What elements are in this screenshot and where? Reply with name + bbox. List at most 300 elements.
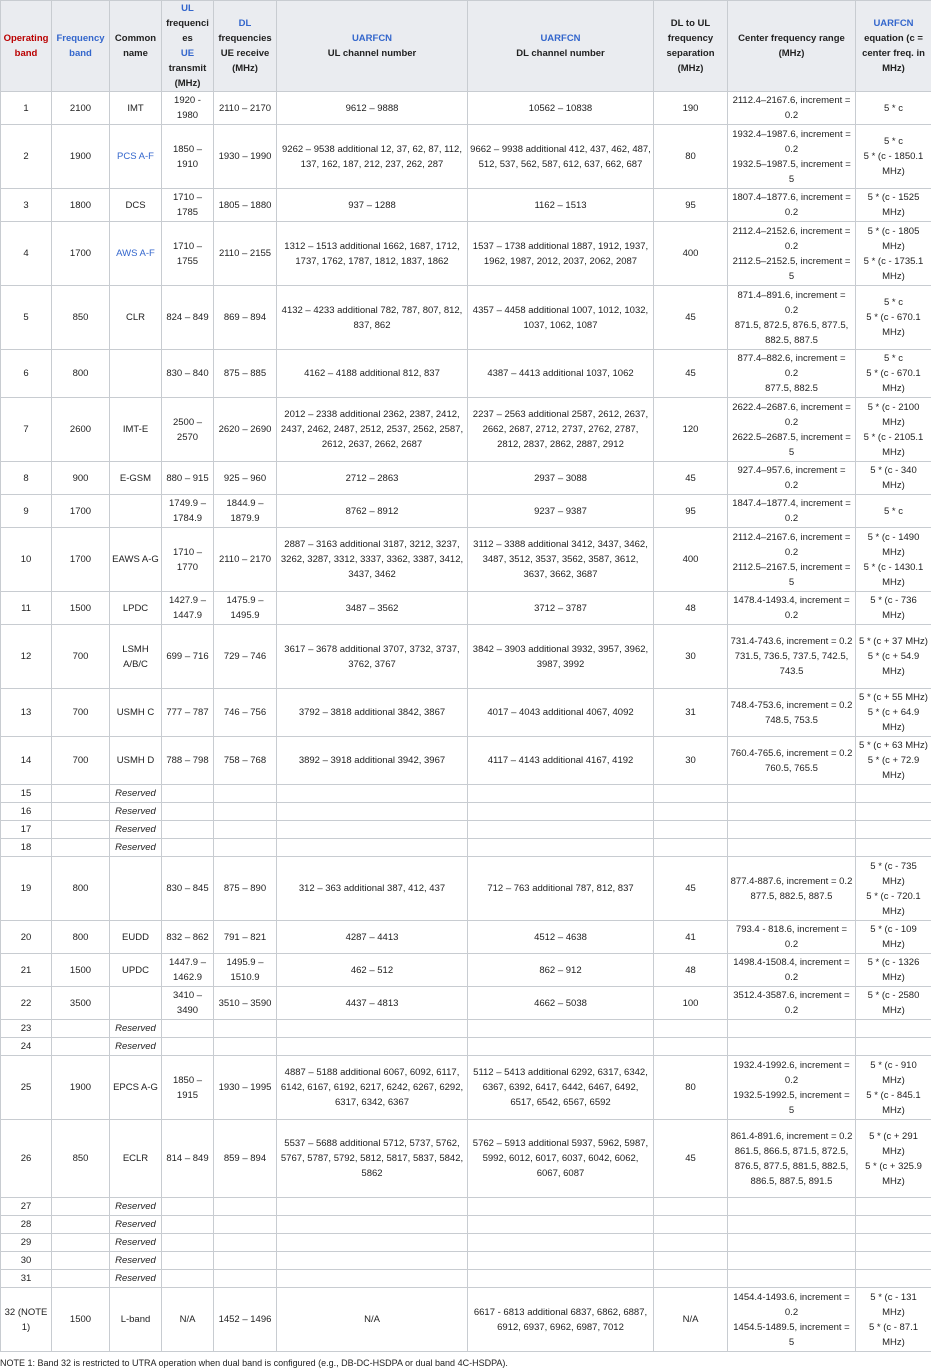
center-range-cell-line: 1454.5-1489.5, increment = 5 [733, 1322, 849, 1348]
table-row [1, 189, 931, 222]
ul-channel-cell: 937 – 1288 [277, 189, 468, 222]
uarfcn-link[interactable]: UARFCN [352, 33, 392, 44]
equation-cell [856, 92, 931, 125]
equation-cell [856, 737, 931, 785]
separation-cell: 48 [654, 954, 728, 987]
equation-cell [856, 1056, 931, 1120]
empty-cell [728, 1216, 856, 1234]
empty-cell [654, 821, 728, 839]
ul-channel-cell: 462 – 512 [277, 954, 468, 987]
separation-cell: 48 [654, 592, 728, 625]
empty-cell [277, 803, 468, 821]
equation-cell-line: 5 * (c - 845.1 MHz) [866, 1090, 920, 1116]
header-ul-frequencies: UL frequencies UE transmit (MHz) [162, 1, 214, 92]
dl-frequency-cell: 2620 – 2690 [214, 398, 277, 462]
common-name-cell [110, 495, 162, 528]
center-range-cell [728, 1120, 856, 1198]
equation-cell [856, 125, 931, 189]
ul-frequency-cell: 830 – 845 [162, 857, 214, 921]
equation-cell-line: 5 * (c - 1326 MHz) [868, 957, 920, 983]
empty-cell [277, 1270, 468, 1288]
table-row [1, 1038, 931, 1056]
header-center-range: Center frequency range (MHz) [728, 1, 856, 92]
empty-cell [214, 1234, 277, 1252]
ul-frequency-cell: 3410 – 3490 [162, 987, 214, 1020]
dl-channel-cell: 9237 – 9387 [468, 495, 654, 528]
center-range-cell-line: 1478.4-1493.4, increment = 0.2 [733, 595, 849, 621]
empty-cell [654, 803, 728, 821]
dl-frequency-cell: 1930 – 1995 [214, 1056, 277, 1120]
empty-cell [856, 1234, 931, 1252]
center-range-cell-line: 877.4–882.6, increment = 0.2 [737, 353, 845, 379]
table-row [1, 1216, 931, 1234]
table-row [1, 462, 931, 495]
operating-band-cell: 16 [1, 803, 52, 821]
table-row [1, 1120, 931, 1198]
empty-cell [162, 1198, 214, 1216]
frequency-band-cell: 700 [52, 737, 110, 785]
empty-cell [162, 785, 214, 803]
operating-band-cell: 20 [1, 921, 52, 954]
common-name-cell: USMH C [110, 689, 162, 737]
equation-cell [856, 1288, 931, 1352]
dl-frequency-cell: 1930 – 1990 [214, 125, 277, 189]
ul-channel-cell: 2887 – 3163 additional 3187, 3212, 3237, 3262, 3287, 3312, 3337, 3362, 3387, 3412, 3437, 3462 [277, 528, 468, 592]
common-name-cell: E-GSM [110, 462, 162, 495]
dl-channel-cell: 4117 – 4143 additional 4167, 4192 [468, 737, 654, 785]
ul-channel-cell: 312 – 363 additional 387, 412, 437 [277, 857, 468, 921]
center-range-cell [728, 189, 856, 222]
common-name-cell: EUDD [110, 921, 162, 954]
equation-cell-line: 5 * (c - 2580 MHz) [868, 990, 920, 1016]
operating-band-cell: 27 [1, 1198, 52, 1216]
dl-frequency-cell: 859 – 894 [214, 1120, 277, 1198]
operating-band-cell: 15 [1, 785, 52, 803]
dl-channel-cell: 1537 – 1738 additional 1887, 1912, 1937, 1962, 1987, 2012, 2037, 2062, 2087 [468, 222, 654, 286]
center-range-cell-line: 2112.4–2167.6, increment = 0.2 [733, 95, 851, 121]
common-name-link[interactable]: PCS A-F [117, 151, 154, 162]
separation-cell: 30 [654, 625, 728, 689]
equation-cell-line: 5 * (c - 1805 MHz) [868, 226, 920, 252]
dl-frequency-cell: 758 – 768 [214, 737, 277, 785]
center-range-cell-line: 793.4 - 818.6, increment = 0.2 [736, 924, 847, 950]
common-name-cell: IMT [110, 92, 162, 125]
separation-cell: 30 [654, 737, 728, 785]
separation-cell: 95 [654, 495, 728, 528]
empty-cell [468, 1252, 654, 1270]
empty-cell [162, 1270, 214, 1288]
table-row [1, 286, 931, 350]
common-name-cell: L-band [110, 1288, 162, 1352]
ul-link[interactable]: UL [181, 3, 194, 14]
equation-cell [856, 222, 931, 286]
equation-cell-line: 5 * c [884, 103, 903, 114]
equation-cell-line: 5 * c [884, 506, 903, 517]
operating-band-cell: 18 [1, 839, 52, 857]
operating-band-cell: 13 [1, 689, 52, 737]
dl-channel-cell: 3112 – 3388 additional 3412, 3437, 3462, 3487, 3512, 3537, 3562, 3587, 3612, 3637, 3662, 3687 [468, 528, 654, 592]
frequency-band-cell: 700 [52, 689, 110, 737]
table-row [1, 1056, 931, 1120]
center-range-cell-line: 3512.4-3587.6, increment = 0.2 [733, 990, 849, 1016]
equation-cell-line: 5 * (c - 910 MHz) [870, 1060, 916, 1086]
center-range-cell [728, 350, 856, 398]
frequency-band-cell: 800 [52, 857, 110, 921]
empty-cell [277, 1216, 468, 1234]
dl-channel-cell: 1162 – 1513 [468, 189, 654, 222]
empty-cell [654, 1234, 728, 1252]
separation-cell: 45 [654, 286, 728, 350]
dl-frequency-cell: 869 – 894 [214, 286, 277, 350]
equation-cell-line: 5 * (c - 87.1 MHz) [869, 1322, 918, 1348]
table-row [1, 1234, 931, 1252]
frequency-band-cell: 2600 [52, 398, 110, 462]
ul-frequency-cell: 788 – 798 [162, 737, 214, 785]
ul-channel-cell: 5537 – 5688 additional 5712, 5737, 5762, 5767, 5787, 5792, 5812, 5817, 5837, 5842, 5862 [277, 1120, 468, 1198]
empty-cell [468, 1216, 654, 1234]
center-range-cell-line: 1932.5–1987.5, increment = 5 [732, 159, 851, 185]
ul-frequency-cell: 832 – 862 [162, 921, 214, 954]
dl-channel-cell: 4357 – 4458 additional 1007, 1012, 1032, 1037, 1062, 1087 [468, 286, 654, 350]
equation-cell-line: 5 * (c - 670.1 MHz) [866, 312, 920, 338]
frequency-band-cell: 850 [52, 286, 110, 350]
ul-frequency-cell: 1850 – 1915 [162, 1056, 214, 1120]
frequency-band-cell: 850 [52, 1120, 110, 1198]
equation-cell-line: 5 * c [884, 136, 903, 147]
frequency-band-cell [52, 821, 110, 839]
frequency-band-cell [52, 1020, 110, 1038]
ul-channel-cell: 4437 – 4813 [277, 987, 468, 1020]
operating-band-cell: 4 [1, 222, 52, 286]
reserved-cell: Reserved [110, 1234, 162, 1252]
separation-cell: 80 [654, 125, 728, 189]
empty-cell [728, 1234, 856, 1252]
ul-frequency-cell: 824 – 849 [162, 286, 214, 350]
center-range-cell-line: 1807.4–1877.6, increment = 0.2 [732, 192, 851, 218]
common-name-cell [110, 857, 162, 921]
center-range-cell-line: 2622.4–2687.6, increment = 0.2 [732, 402, 851, 428]
common-name-link[interactable]: AWS A-F [116, 248, 155, 259]
ul-channel-cell: N/A [277, 1288, 468, 1352]
reserved-cell: Reserved [110, 1216, 162, 1234]
frequency-band-cell: 800 [52, 921, 110, 954]
table-row [1, 954, 931, 987]
equation-cell-line: 5 * (c + 72.9 MHz) [868, 755, 920, 781]
equation-cell [856, 689, 931, 737]
common-name-cell: LPDC [110, 592, 162, 625]
frequency-band-cell: 900 [52, 462, 110, 495]
table-row [1, 921, 931, 954]
separation-cell: 190 [654, 92, 728, 125]
operating-band-cell: 9 [1, 495, 52, 528]
separation-cell: 41 [654, 921, 728, 954]
footnote: NOTE 1: Band 32 is restricted to UTRA operation when dual band is configured (e.g., DB-DC-HSDPA or dual band 4C-HSDPA). [0, 1352, 931, 1368]
dl-frequency-cell: 1844.9 – 1879.9 [214, 495, 277, 528]
empty-cell [728, 839, 856, 857]
uarfcn-link[interactable]: UARFCN [540, 33, 580, 44]
equation-cell-line: 5 * (c + 291 MHz) [869, 1131, 918, 1157]
equation-cell-line: 5 * (c - 109 MHz) [870, 924, 916, 950]
center-range-cell-line: 1498.4-1508.4, increment = 0.2 [733, 957, 849, 983]
empty-cell [468, 839, 654, 857]
center-range-cell [728, 592, 856, 625]
empty-cell [856, 803, 931, 821]
empty-cell [162, 1234, 214, 1252]
dl-channel-cell: 10562 – 10838 [468, 92, 654, 125]
separation-cell: 45 [654, 857, 728, 921]
ul-channel-cell: 2712 – 2863 [277, 462, 468, 495]
table-row [1, 689, 931, 737]
operating-band-cell: 3 [1, 189, 52, 222]
header-operating-band: Operating band [1, 1, 52, 92]
equation-cell [856, 462, 931, 495]
ul-channel-cell: 1312 – 1513 additional 1662, 1687, 1712, 1737, 1762, 1787, 1812, 1837, 1862 [277, 222, 468, 286]
ul-frequency-cell: 1447.9 – 1462.9 [162, 954, 214, 987]
separation-cell: 400 [654, 222, 728, 286]
operating-band-cell: 1 [1, 92, 52, 125]
empty-cell [277, 1252, 468, 1270]
center-range-cell-line: 927.4–957.6, increment = 0.2 [737, 465, 845, 491]
empty-cell [277, 821, 468, 839]
common-name-cell: USMH D [110, 737, 162, 785]
common-name-cell [110, 987, 162, 1020]
empty-cell [856, 1020, 931, 1038]
separation-cell: 400 [654, 528, 728, 592]
frequency-band-cell: 1900 [52, 125, 110, 189]
dl-channel-cell: 2237 – 2563 additional 2587, 2612, 2637, 2662, 2687, 2712, 2737, 2762, 2787, 2812, 2837, 2862, 2887, 2912 [468, 398, 654, 462]
dl-frequency-cell: 1475.9 – 1495.9 [214, 592, 277, 625]
equation-cell-line: 5 * (c - 670.1 MHz) [866, 368, 920, 394]
equation-cell [856, 495, 931, 528]
center-range-cell-line: 1932.5-1992.5, increment = 5 [733, 1090, 849, 1116]
ul-channel-cell: 3487 – 3562 [277, 592, 468, 625]
equation-cell [856, 189, 931, 222]
common-name-cell[interactable] [110, 222, 162, 286]
empty-cell [162, 1020, 214, 1038]
empty-cell [468, 1020, 654, 1038]
operating-band-cell: 26 [1, 1120, 52, 1198]
center-range-cell-line: 871.5, 872.5, 876.5, 877.5, 882.5, 887.5 [735, 320, 849, 346]
center-range-cell [728, 125, 856, 189]
table-row [1, 821, 931, 839]
equation-cell-line: 5 * (c - 1430.1 MHz) [864, 562, 924, 588]
ul-frequency-cell: 830 – 840 [162, 350, 214, 398]
empty-cell [856, 1270, 931, 1288]
frequency-band-cell [52, 803, 110, 821]
empty-cell [654, 785, 728, 803]
dl-link[interactable]: DL [239, 18, 252, 29]
separation-cell: 31 [654, 689, 728, 737]
header-common-name: Common name [110, 1, 162, 92]
empty-cell [468, 1270, 654, 1288]
dl-frequency-cell: 875 – 885 [214, 350, 277, 398]
empty-cell [162, 1216, 214, 1234]
ul-frequency-cell: 2500 – 2570 [162, 398, 214, 462]
equation-cell-line: 5 * (c - 1525 MHz) [868, 192, 920, 218]
operating-band-cell: 17 [1, 821, 52, 839]
center-range-cell [728, 398, 856, 462]
frequency-band-cell: 1900 [52, 1056, 110, 1120]
equation-cell-line: 5 * (c - 735 MHz) [870, 861, 916, 887]
ul-frequency-cell: 880 – 915 [162, 462, 214, 495]
operating-band-cell: 7 [1, 398, 52, 462]
header-ul-uarfcn: UARFCN UL channel number [277, 1, 468, 92]
header-row [1, 1, 931, 92]
table-row [1, 592, 931, 625]
equation-cell-line: 5 * (c - 131 MHz) [870, 1292, 916, 1318]
center-range-cell [728, 987, 856, 1020]
ul-channel-cell: 8762 – 8912 [277, 495, 468, 528]
table-row [1, 987, 931, 1020]
empty-cell [214, 821, 277, 839]
ul-channel-cell: 4287 – 4413 [277, 921, 468, 954]
ue-link[interactable]: UE [181, 48, 194, 59]
table-row [1, 803, 931, 821]
empty-cell [654, 1216, 728, 1234]
center-range-cell [728, 689, 856, 737]
operating-band-cell: 6 [1, 350, 52, 398]
empty-cell [728, 785, 856, 803]
center-range-cell-line: 731.5, 736.5, 737.5, 742.5, 743.5 [735, 651, 849, 677]
operating-band-cell: 32 (NOTE 1) [1, 1288, 52, 1352]
uarfcn-link[interactable]: UARFCN [873, 18, 913, 29]
equation-cell-line: 5 * (c - 1490 MHz) [868, 532, 920, 558]
frequency-band-cell [52, 1198, 110, 1216]
operating-band-cell: 12 [1, 625, 52, 689]
table-row [1, 350, 931, 398]
ul-frequency-cell: 1850 – 1910 [162, 125, 214, 189]
equation-cell [856, 286, 931, 350]
empty-cell [277, 1234, 468, 1252]
empty-cell [214, 803, 277, 821]
reserved-cell: Reserved [110, 803, 162, 821]
empty-cell [162, 803, 214, 821]
equation-cell-line: 5 * (c - 736 MHz) [870, 595, 916, 621]
ul-channel-cell: 4132 – 4233 additional 782, 787, 807, 812, 837, 862 [277, 286, 468, 350]
reserved-cell: Reserved [110, 1020, 162, 1038]
frequency-band-cell: 3500 [52, 987, 110, 1020]
empty-cell [728, 1270, 856, 1288]
dl-frequency-cell: 1495.9 – 1510.9 [214, 954, 277, 987]
empty-cell [277, 1198, 468, 1216]
operating-band-cell: 23 [1, 1020, 52, 1038]
empty-cell [728, 1038, 856, 1056]
frequency-band-cell: 1500 [52, 592, 110, 625]
center-range-cell [728, 495, 856, 528]
reserved-cell: Reserved [110, 1038, 162, 1056]
dl-channel-cell: 3712 – 3787 [468, 592, 654, 625]
ul-channel-cell: 9262 – 9538 additional 12, 37, 62, 87, 112, 137, 162, 187, 212, 237, 262, 287 [277, 125, 468, 189]
dl-frequency-cell: 746 – 756 [214, 689, 277, 737]
common-name-cell: IMT-E [110, 398, 162, 462]
separation-cell: 45 [654, 1120, 728, 1198]
operating-band-cell: 25 [1, 1056, 52, 1120]
center-range-cell-line: 1932.4-1992.6, increment = 0.2 [733, 1060, 849, 1086]
empty-cell [654, 1270, 728, 1288]
separation-cell: N/A [654, 1288, 728, 1352]
table-row [1, 398, 931, 462]
empty-cell [277, 1020, 468, 1038]
frequency-band-cell: 1500 [52, 954, 110, 987]
equation-cell-line: 5 * (c + 55 MHz) [859, 692, 928, 703]
operating-band-cell: 10 [1, 528, 52, 592]
empty-cell [856, 1198, 931, 1216]
operating-band-cell: 30 [1, 1252, 52, 1270]
dl-frequency-cell: 2110 – 2170 [214, 528, 277, 592]
separation-cell: 100 [654, 987, 728, 1020]
center-range-cell-line: 2622.5–2687.5, increment = 5 [732, 432, 851, 458]
center-range-cell-line: 1932.4–1987.6, increment = 0.2 [732, 129, 851, 155]
empty-cell [162, 1038, 214, 1056]
header-dl-uarfcn: UARFCN DL channel number [468, 1, 654, 92]
operating-band-cell: 2 [1, 125, 52, 189]
equation-cell [856, 1120, 931, 1198]
ul-frequency-cell: 1427.9 – 1447.9 [162, 592, 214, 625]
empty-cell [468, 821, 654, 839]
center-range-cell-line: 1847.4–1877.4, increment = 0.2 [732, 498, 851, 524]
empty-cell [728, 1198, 856, 1216]
equation-cell-line: 5 * (c - 1850.1 MHz) [864, 151, 924, 177]
equation-cell-line: 5 * (c + 63 MHz) [859, 740, 928, 751]
empty-cell [728, 1252, 856, 1270]
empty-cell [654, 1038, 728, 1056]
equation-cell [856, 528, 931, 592]
frequency-band-cell: 2100 [52, 92, 110, 125]
empty-cell [654, 1198, 728, 1216]
empty-cell [654, 1020, 728, 1038]
center-range-cell-line: 2112.5–2152.5, increment = 5 [733, 256, 851, 282]
operating-band-cell: 5 [1, 286, 52, 350]
empty-cell [214, 785, 277, 803]
empty-cell [214, 1216, 277, 1234]
common-name-cell: DCS [110, 189, 162, 222]
table-row [1, 222, 931, 286]
table-row [1, 92, 931, 125]
empty-cell [277, 1038, 468, 1056]
frequency-band-cell [52, 1252, 110, 1270]
reserved-cell: Reserved [110, 1198, 162, 1216]
ul-frequency-cell: 814 – 849 [162, 1120, 214, 1198]
equation-cell-line: 5 * (c + 325.9 MHz) [865, 1161, 922, 1187]
center-range-cell [728, 462, 856, 495]
dl-channel-cell: 6617 - 6813 additional 6837, 6862, 6887, 6912, 6937, 6962, 6987, 7012 [468, 1288, 654, 1352]
dl-channel-cell: 4387 – 4413 additional 1037, 1062 [468, 350, 654, 398]
dl-frequency-cell: 875 – 890 [214, 857, 277, 921]
common-name-cell: ECLR [110, 1120, 162, 1198]
common-name-cell[interactable] [110, 125, 162, 189]
dl-channel-cell: 862 – 912 [468, 954, 654, 987]
ul-frequency-cell: 1710 – 1785 [162, 189, 214, 222]
operating-band-cell: 22 [1, 987, 52, 1020]
center-range-cell [728, 857, 856, 921]
equation-cell-line: 5 * c [884, 297, 903, 308]
frequency-band-cell: 800 [52, 350, 110, 398]
empty-cell [162, 1252, 214, 1270]
separation-cell: 80 [654, 1056, 728, 1120]
empty-cell [214, 1020, 277, 1038]
center-range-cell-line: 871.4–891.6, increment = 0.2 [737, 290, 845, 316]
center-range-cell-line: 760.5, 765.5 [765, 763, 818, 774]
empty-cell [162, 821, 214, 839]
equation-cell-line: 5 * (c + 37 MHz) [859, 636, 928, 647]
table-row [1, 625, 931, 689]
empty-cell [214, 1038, 277, 1056]
center-range-cell [728, 528, 856, 592]
common-name-cell: EPCS A-G [110, 1056, 162, 1120]
empty-cell [856, 1252, 931, 1270]
table-row [1, 1288, 931, 1352]
ul-channel-cell: 3892 – 3918 additional 3942, 3967 [277, 737, 468, 785]
